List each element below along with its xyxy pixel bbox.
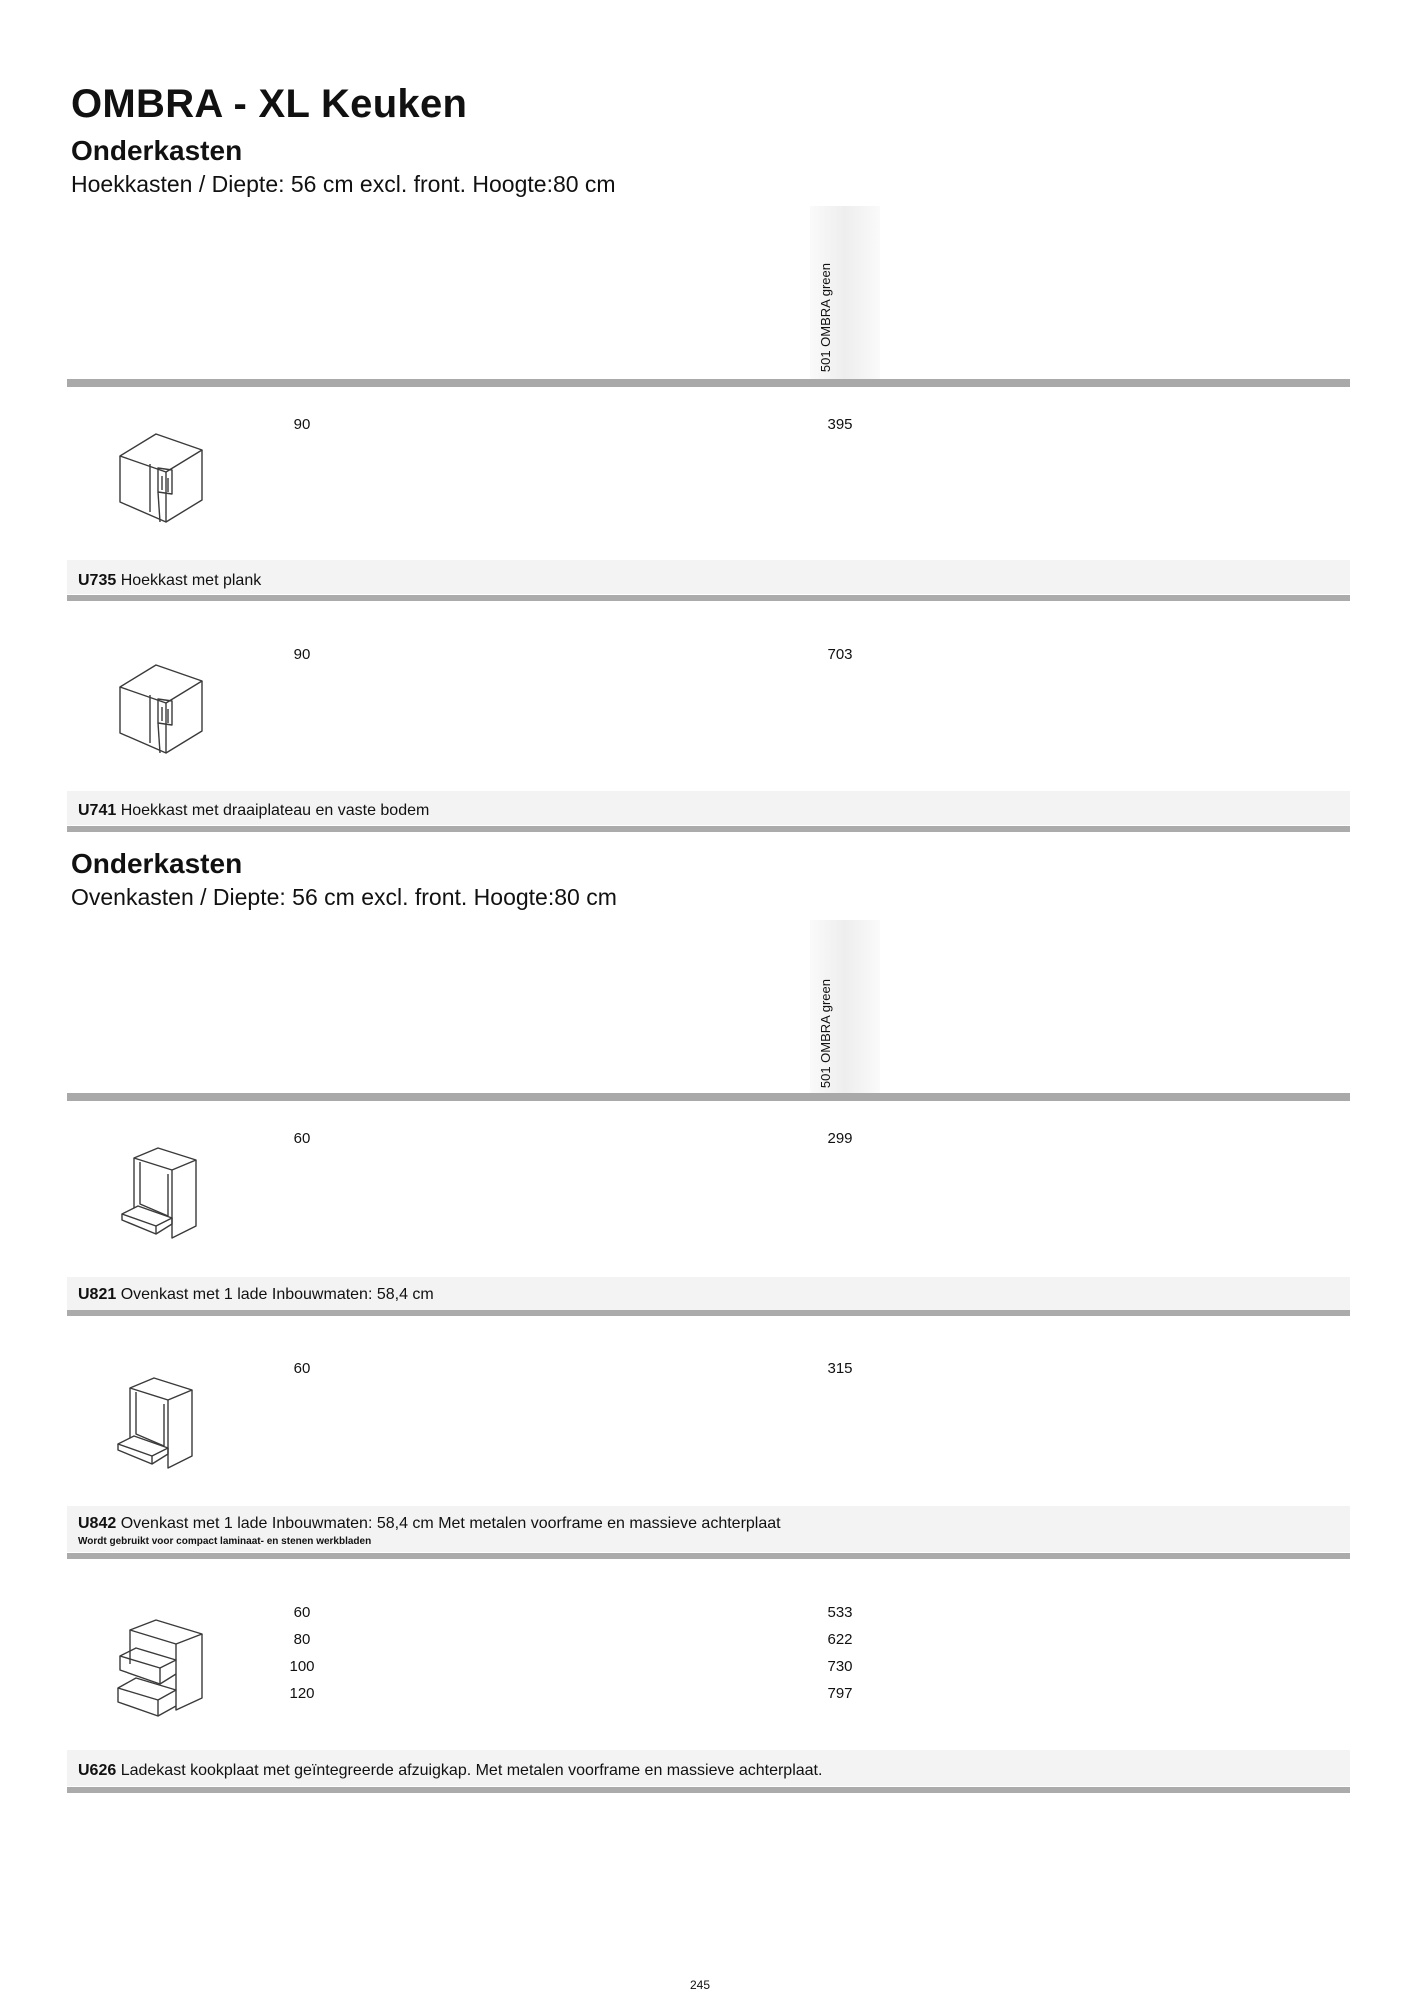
row-divider: [67, 826, 1350, 832]
width-value: 60: [293, 1130, 311, 1147]
corner-cabinet-icon: [118, 432, 208, 528]
item-description: [78, 1515, 781, 1533]
oven-cabinet-icon: [120, 1146, 200, 1242]
row-divider: [67, 595, 1350, 601]
price-value: 395: [827, 416, 853, 433]
width-value: 80: [293, 1631, 311, 1648]
item-note: Wordt gebruikt voor compact laminaat- en stenen werkbladen: [78, 1536, 372, 1547]
item-description: [78, 572, 261, 590]
item-code: U735: [78, 572, 117, 589]
item-code: U741: [78, 802, 117, 819]
section-subtitle: Ovenkasten / Diepte: 56 cm excl. front. Hoogte:80 cm: [71, 884, 617, 910]
section-title: Onderkasten: [71, 135, 243, 166]
item-description: [78, 1762, 822, 1780]
item-description: [78, 802, 429, 820]
width-value: 100: [289, 1658, 315, 1675]
price-value: 315: [827, 1360, 853, 1377]
column-header: [810, 206, 880, 380]
item-description: [78, 1286, 434, 1304]
item-code: U821: [78, 1286, 117, 1303]
column-header-label: 501 OMBRA green: [818, 978, 833, 1088]
width-value: 90: [293, 416, 311, 433]
item-text: Hoekkast met plank: [120, 572, 262, 589]
price-value: 730: [827, 1658, 853, 1675]
item-text: Hoekkast met draaiplateau en vaste bodem: [120, 802, 430, 819]
width-value: 60: [293, 1604, 311, 1621]
price-value: 299: [827, 1130, 853, 1147]
width-value: 90: [293, 646, 311, 663]
price-value: 703: [827, 646, 853, 663]
column-header: [810, 920, 880, 1096]
row-divider: [67, 1787, 1350, 1793]
item-text: Ovenkast met 1 lade Inbouwmaten: 58,4 cm Met metalen voorframe en massieve achterplaat: [120, 1515, 781, 1532]
item-code: U842: [78, 1515, 117, 1532]
page-number: 245: [690, 1978, 711, 1992]
page-title: OMBRA - XL Keuken: [71, 82, 468, 126]
drawer-cabinet-icon: [116, 1618, 206, 1718]
header-divider: [67, 1093, 1350, 1101]
section-subtitle: Hoekkasten / Diepte: 56 cm excl. front. Hoogte:80 cm: [71, 171, 616, 197]
column-header-label: 501 OMBRA green: [818, 262, 833, 372]
item-text: Ladekast kookplaat met geïntegreerde afzuigkap. Met metalen voorframe en massieve achterplaat.: [120, 1762, 823, 1779]
section-title: Onderkasten: [71, 848, 243, 879]
header-divider: [67, 379, 1350, 387]
corner-carousel-cabinet-icon: [118, 663, 208, 759]
item-code: U626: [78, 1762, 117, 1779]
price-value: 797: [827, 1685, 853, 1702]
row-divider: [67, 1310, 1350, 1316]
width-value: 120: [289, 1685, 315, 1702]
price-value: 622: [827, 1631, 853, 1648]
price-value: 533: [827, 1604, 853, 1621]
oven-cabinet-frame-icon: [116, 1376, 196, 1472]
row-divider: [67, 1553, 1350, 1559]
width-value: 60: [293, 1360, 311, 1377]
item-text: Ovenkast met 1 lade Inbouwmaten: 58,4 cm: [120, 1286, 434, 1303]
